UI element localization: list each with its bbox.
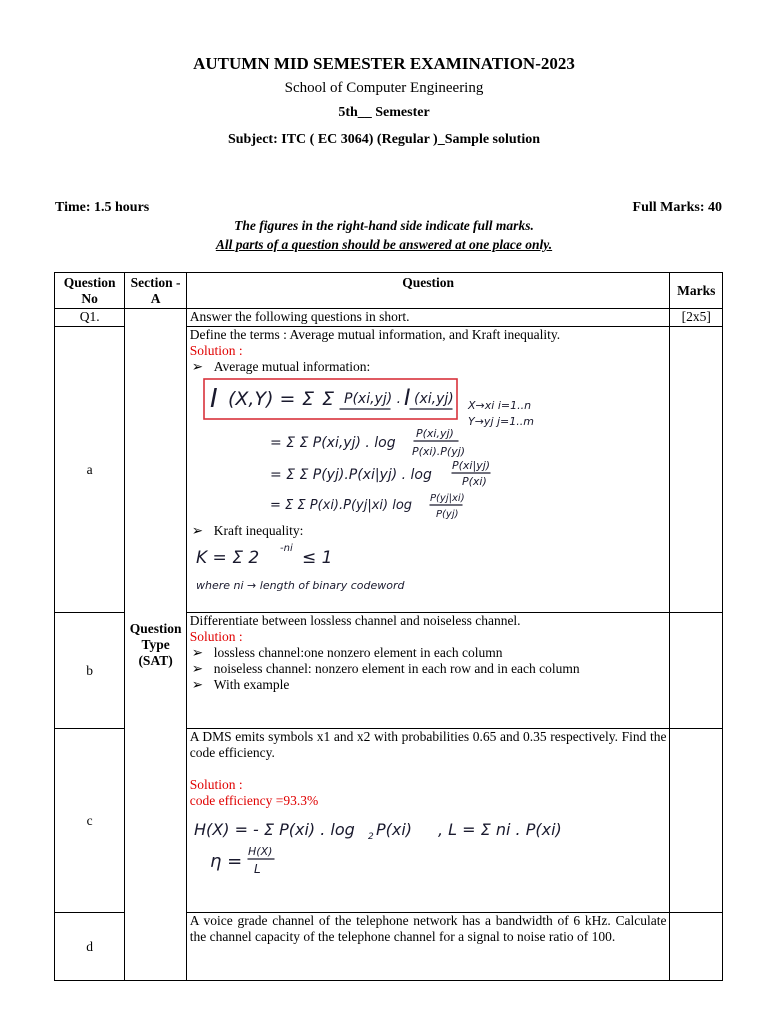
- svg-text:= Σ Σ P(yj).P(xi|yj) . log: = Σ Σ P(yj).P(xi|yj) . log: [269, 467, 432, 483]
- header-question-no: Question No: [55, 273, 125, 309]
- exam-title: AUTUMN MID SEMESTER EXAMINATION-2023: [193, 54, 575, 73]
- part-a-label: a: [55, 327, 125, 613]
- svg-text:P(xi,yj) .: P(xi,yj) .: [343, 391, 401, 407]
- svg-text:where ni → length of binary c: where ni → length of binary codeword: [195, 579, 405, 592]
- part-c-label: c: [55, 729, 125, 913]
- part-c-content: [186, 729, 670, 913]
- part-c-solution-label: Solution :: [189, 777, 243, 792]
- part-d-marks: [670, 913, 723, 981]
- svg-text:P(xi|yj): P(xi|yj): [451, 459, 490, 472]
- svg-text:K = Σ 2: K = Σ 2: [195, 548, 259, 568]
- arrow-bullet-icon: ➢: [191, 359, 204, 374]
- code-efficiency-handwriting: [190, 809, 617, 879]
- part-b-solution-label: Solution :: [189, 629, 243, 644]
- arrow-bullet-icon: ➢: [191, 661, 204, 676]
- svg-text:η =: η =: [209, 851, 243, 872]
- arrow-bullet-icon: ➢: [191, 645, 204, 660]
- svg-text:= Σ Σ P(xi).P(yj|xi) log: = Σ Σ P(xi).P(yj|xi) log: [269, 498, 412, 513]
- exam-time: Time: 1.5 hours: [55, 200, 150, 215]
- q1-marks: [2x5]: [670, 309, 723, 327]
- svg-text:H(X): H(X): [247, 845, 273, 858]
- part-d-label: d: [55, 913, 125, 981]
- part-a-marks: [670, 327, 723, 613]
- svg-text:P(xi).P(yj): P(xi).P(yj): [411, 445, 465, 458]
- svg-text:I: I: [403, 386, 411, 411]
- svg-text:(xi,yj): (xi,yj): [413, 391, 454, 407]
- mutual-information-handwriting: [190, 375, 617, 523]
- svg-text:≤ 1: ≤ 1: [301, 548, 333, 568]
- part-b-marks: [670, 613, 723, 729]
- arrow-bullet-icon: ➢: [191, 523, 204, 538]
- bullet-text: lossless channel:one nonzero element in each column: [213, 645, 503, 660]
- svg-text:P(yj): P(yj): [435, 509, 459, 520]
- school-name: School of Computer Engineering: [284, 80, 484, 96]
- svg-text:(X,Y) =: (X,Y) =: [227, 388, 296, 410]
- svg-text:Σ: Σ: [301, 388, 314, 410]
- svg-text:-ni: -ni: [279, 543, 293, 554]
- part-a-bullet-1: [190, 359, 667, 375]
- svg-text:Σ: Σ: [321, 388, 334, 410]
- part-b-label: b: [55, 613, 125, 729]
- svg-text:= Σ Σ P(xi,yj) . log: = Σ Σ P(xi,yj) . log: [269, 435, 396, 451]
- part-b-bullet-2: [190, 661, 667, 677]
- svg-text:2: 2: [367, 832, 374, 842]
- header-section: Section -A: [125, 273, 186, 309]
- semester: 5th__ Semester: [338, 105, 430, 120]
- bullet-text: With example: [213, 677, 290, 692]
- svg-text:L: L: [253, 862, 261, 876]
- svg-text:Y→yj j=1..m: Y→yj j=1..m: [467, 415, 534, 428]
- q1-text: Answer the following questions in short.: [186, 309, 670, 327]
- part-d-question: A voice grade channel of the telephone network has a bandwidth of 6 kHz. Calculate the channel capacity of the telephone channel for a signal to noise ratio of 100.: [186, 913, 670, 981]
- svg-text:P(xi,yj): P(xi,yj): [415, 427, 454, 440]
- part-c-question: A DMS emits symbols x1 and x2 with probabilities 0.65 and 0.35 respectively. Find the code efficiency.: [189, 729, 667, 760]
- part-b-question: Differentiate between lossless channel and noiseless channel.: [189, 613, 521, 628]
- part-a-content: [186, 327, 670, 613]
- svg-text:, L = Σ ni . P(xi): , L = Σ ni . P(xi): [437, 820, 562, 839]
- q1-label: Q1.: [55, 309, 125, 327]
- svg-text:I: I: [209, 384, 218, 414]
- header-marks: Marks: [670, 273, 723, 309]
- part-a-question: Define the terms : Average mutual information, and Kraft inequality.: [189, 327, 561, 342]
- part-a-bullet-2: [190, 523, 667, 539]
- svg-text:P(xi): P(xi): [461, 475, 487, 488]
- svg-text:H(X) = - Σ P(xi) . log: H(X) = - Σ P(xi) . log: [193, 820, 355, 839]
- bullet-text: noiseless channel: nonzero element in each row and in each column: [213, 661, 580, 676]
- part-c-answer: code efficiency =93.3%: [189, 793, 319, 808]
- svg-text:P(yj|xi): P(yj|xi): [429, 493, 465, 504]
- arrow-bullet-icon: ➢: [191, 677, 204, 692]
- subject: Subject: ITC ( EC 3064) (Regular )_Sample solution: [227, 132, 541, 147]
- section-type: Question Type (SAT): [125, 309, 186, 981]
- part-b-bullet-1: [190, 645, 667, 661]
- part-b-bullet-3: [190, 677, 667, 693]
- instruction-note-1: The figures in the right-hand side indicate full marks.: [234, 218, 534, 233]
- part-a-solution-label: Solution :: [189, 343, 243, 358]
- instruction-note-2: All parts of a question should be answered at one place only.: [215, 237, 553, 252]
- part-c-marks: [670, 729, 723, 913]
- full-marks: Full Marks: 40: [632, 200, 722, 215]
- svg-text:P(xi): P(xi): [375, 820, 412, 839]
- bullet-text: Kraft inequality:: [213, 523, 304, 538]
- question-table: [54, 272, 723, 981]
- header-question: Question: [186, 273, 670, 309]
- bullet-text: Average mutual information:: [213, 359, 371, 374]
- kraft-inequality-handwriting: [190, 539, 617, 595]
- svg-text:X→xi i=1..n: X→xi i=1..n: [467, 399, 531, 412]
- part-b-content: [186, 613, 670, 729]
